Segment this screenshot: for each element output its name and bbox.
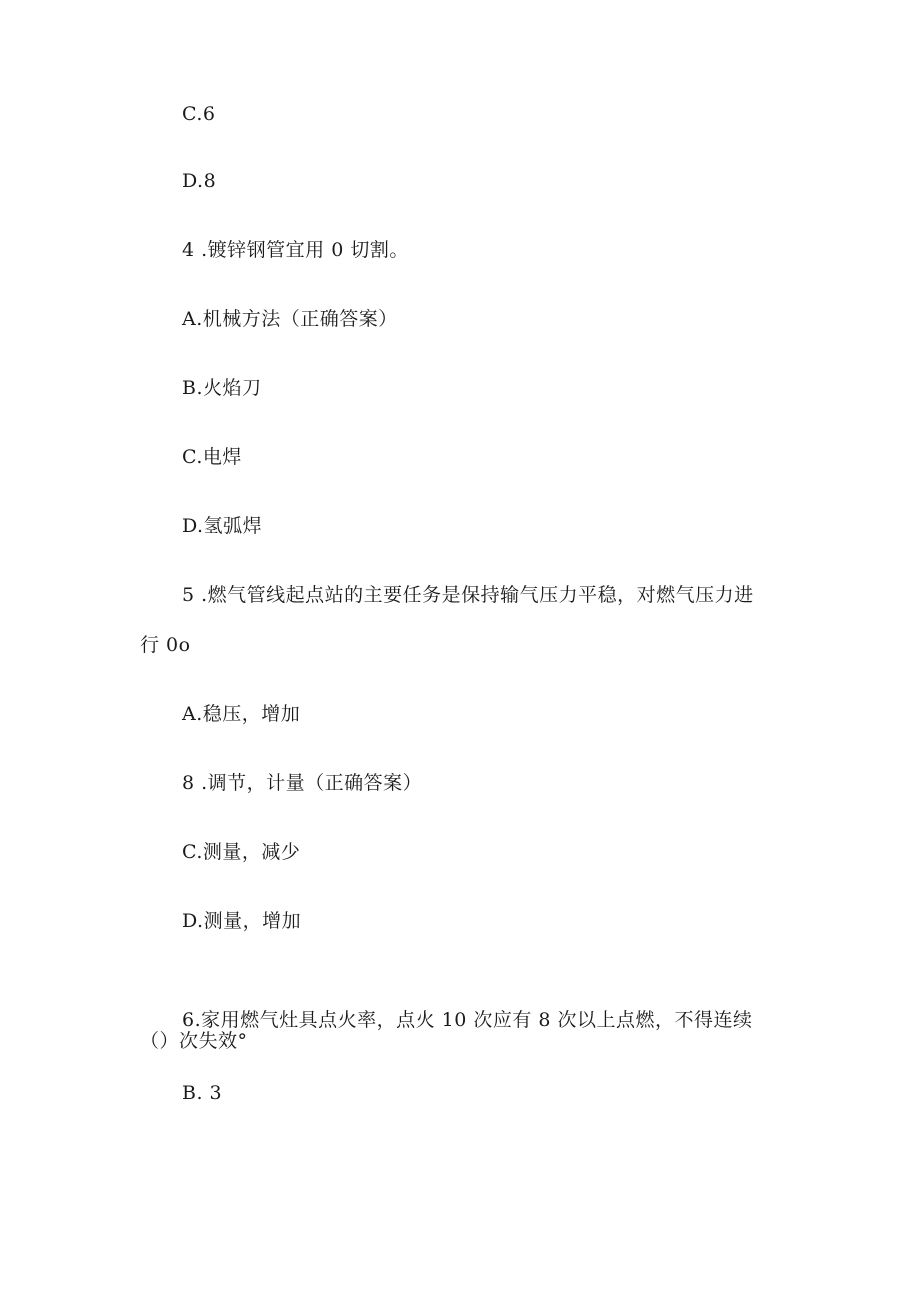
question-4: 4 .镀锌钢管宜用 0 切割。 <box>182 239 409 261</box>
option-c-q4: C.电焊 <box>182 446 242 468</box>
question-5-line-1: 5 .燃气管线起点站的主要任务是保持输气压力平稳，对燃气压力进 <box>182 584 754 606</box>
option-c-q3: C.6 <box>182 103 216 125</box>
option-b-q5: 8 .调节，计量（正确答案） <box>182 772 423 794</box>
option-c-q5: C.测量，减少 <box>182 841 301 863</box>
option-b-q4: B.火焰刀 <box>182 377 262 399</box>
option-d-q3: D.8 <box>182 170 217 192</box>
option-d-q5: D.测量，增加 <box>182 910 302 932</box>
question-5-line-2: 行 0o <box>140 634 191 656</box>
option-a-q5: A.稳压，增加 <box>182 703 301 725</box>
option-b-q6: B. 3 <box>182 1082 223 1104</box>
option-a-q4: A.机械方法（正确答案） <box>182 308 398 330</box>
question-6-line-2: （）次失效° <box>140 1030 248 1052</box>
option-d-q4: D.氢弧焊 <box>182 515 263 537</box>
question-6-line-1: 6.家用燃气灶具点火率，点火 10 次应有 8 次以上点燃，不得连续 <box>182 1009 753 1031</box>
